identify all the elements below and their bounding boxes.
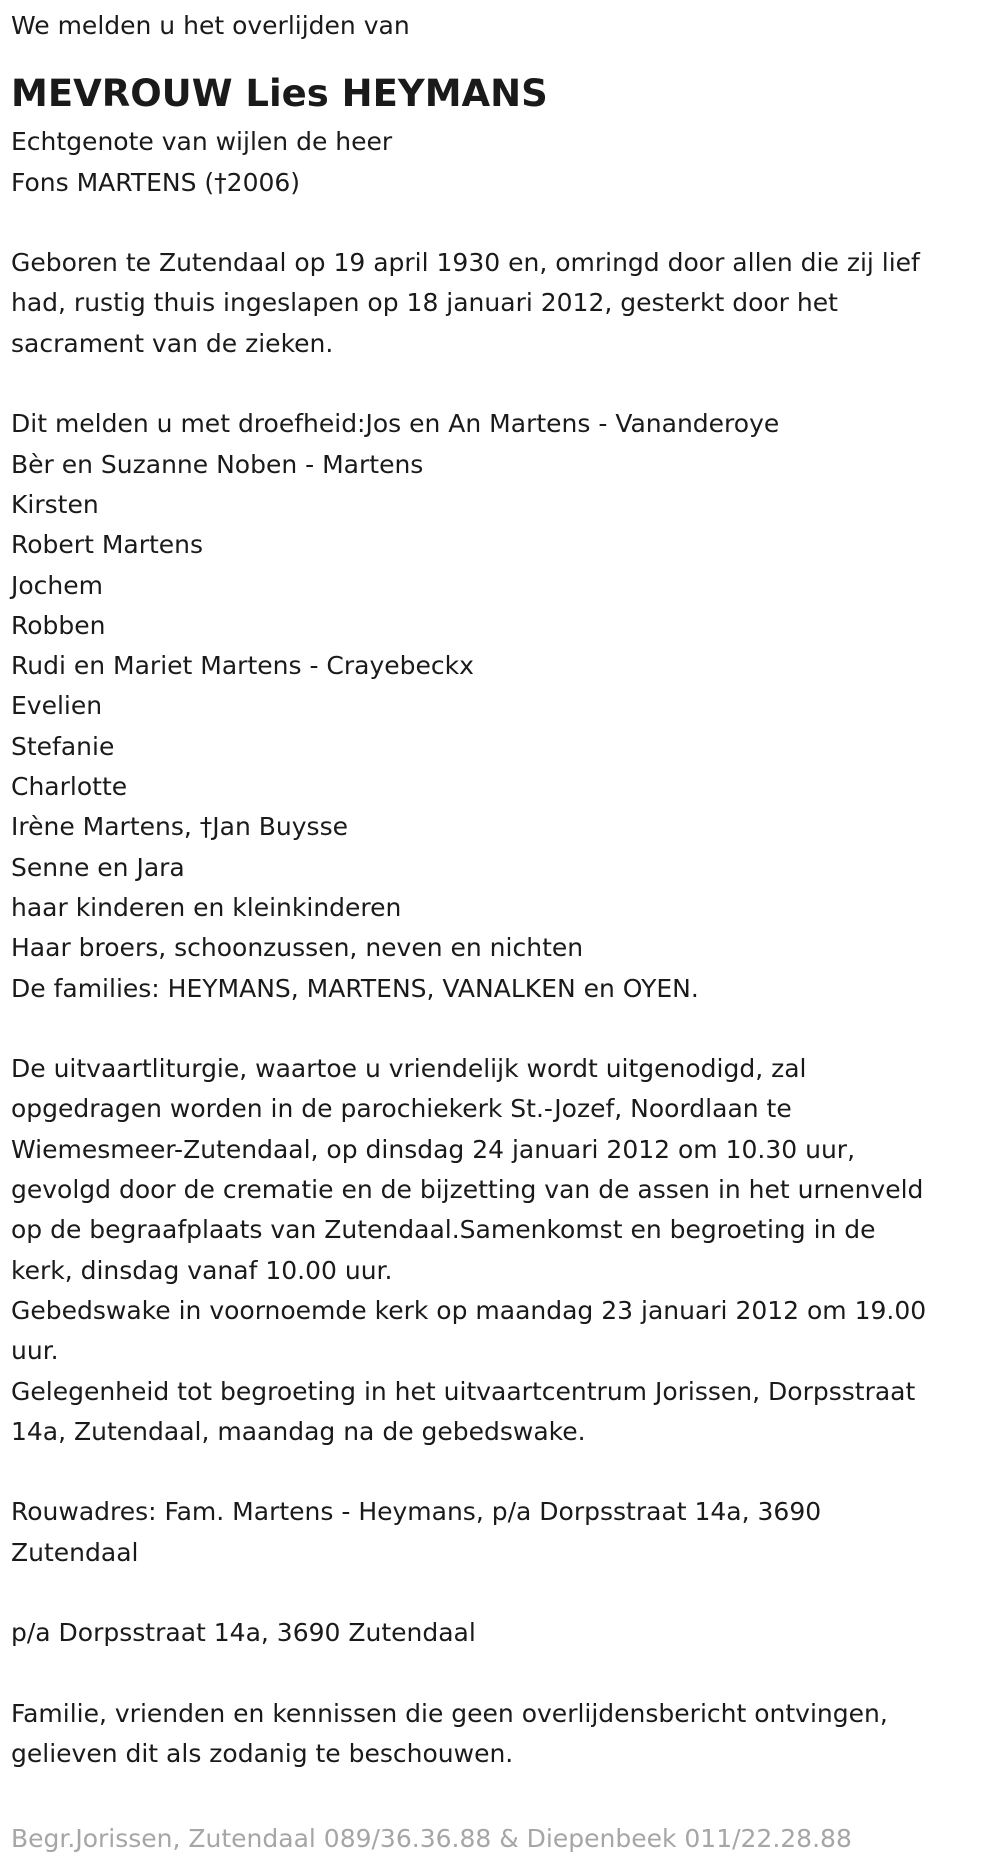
address-line: Rouwadres: Fam. Martens - Heymans, p/a Dorpsstraat 14a, 3690 [11,1497,822,1527]
spouse-block [11,122,990,203]
ceremony-line: Gelegenheid tot begroeting in het uitvaartcentrum Jorissen, Dorpsstraat [11,1376,916,1406]
address-line: Zutendaal [11,1537,139,1567]
intro-text: We melden u het overlijden van [11,11,410,40]
spacer [11,203,990,243]
funeral-home-footer: Begr.Jorissen, Zutendaal 089/36.36.88 & Diepenbeek 011/22.28.88 [11,1823,852,1853]
ceremony-line: op de begraafplaats van Zutendaal.Samenkomst en begroeting in de [11,1215,876,1245]
birth-death-line: Geboren te Zutendaal op 19 april 1930 en, omringd door allen die zij lief [11,248,920,278]
mourner-line: Robert Martens [11,530,204,560]
mourner-line: Irène Martens, †Jan Buysse [11,812,348,842]
mourner-line: Senne en Jara [11,852,185,882]
spacer [11,1452,990,1492]
mourner-line: haar kinderen en kleinkinderen [11,892,402,922]
spacer [11,1573,990,1613]
mourner-line: Jochem [11,570,103,600]
deceased-name: MEVROUW Lies HEYMANS [11,72,548,116]
mourners-list [11,404,990,1008]
ceremony-block [11,1049,990,1452]
mourner-line: Charlotte [11,772,128,802]
mourner-line: De families: HEYMANS, MARTENS, VANALKEN en OYEN. [11,973,699,1003]
mourner-line: Robben [11,610,106,640]
notice-line: gelieven dit als zodanig te beschouwen. [11,1739,514,1769]
notice-block [11,1694,990,1775]
spouse-line: Fons MARTENS (†2006) [11,167,301,197]
ceremony-line: opgedragen worden in de parochiekerk St.-Jozef, Noordlaan te [11,1094,792,1124]
mourner-line: Evelien [11,691,103,721]
mourner-line: Stefanie [11,731,115,761]
birth-death-line: had, rustig thuis ingeslapen op 18 januari 2012, gesterkt door het [11,288,838,318]
spacer [11,364,990,404]
ceremony-line: gevolgd door de crematie en de bijzetting van de assen in het urnenveld [11,1175,924,1205]
birth-death-line: sacrament van de zieken. [11,328,334,358]
spouse-line: Echtgenote van wijlen de heer [11,127,393,157]
ceremony-line: Gebedswake in voornoemde kerk op maandag 23 januari 2012 om 19.00 [11,1295,927,1325]
ceremony-line: De uitvaartliturgie, waartoe u vriendelijk wordt uitgenodigd, zal [11,1054,807,1084]
ceremony-line: 14a, Zutendaal, maandag na de gebedswake. [11,1416,586,1446]
mourner-line: Kirsten [11,489,99,519]
mourner-line: Dit melden u met droefheid:Jos en An Martens - Vananderoye [11,409,780,439]
spacer [11,1654,990,1694]
mourning-address-block [11,1492,990,1573]
birth-death-block [11,243,990,364]
ceremony-line: uur. [11,1336,59,1366]
mourner-line: Bèr en Suzanne Noben - Martens [11,449,424,479]
mourner-line: Rudi en Mariet Martens - Crayebeckx [11,651,474,681]
ceremony-line: kerk, dinsdag vanaf 10.00 uur. [11,1255,393,1285]
mourner-line: Haar broers, schoonzussen, neven en nichten [11,933,584,963]
spacer [11,1774,990,1814]
spacer [11,1009,990,1049]
notice-line: Familie, vrienden en kennissen die geen overlijdensbericht ontvingen, [11,1698,888,1728]
ceremony-line: Wiemesmeer-Zutendaal, op dinsdag 24 januari 2012 om 10.30 uur, [11,1134,856,1164]
address-short: p/a Dorpsstraat 14a, 3690 Zutendaal [11,1618,476,1648]
